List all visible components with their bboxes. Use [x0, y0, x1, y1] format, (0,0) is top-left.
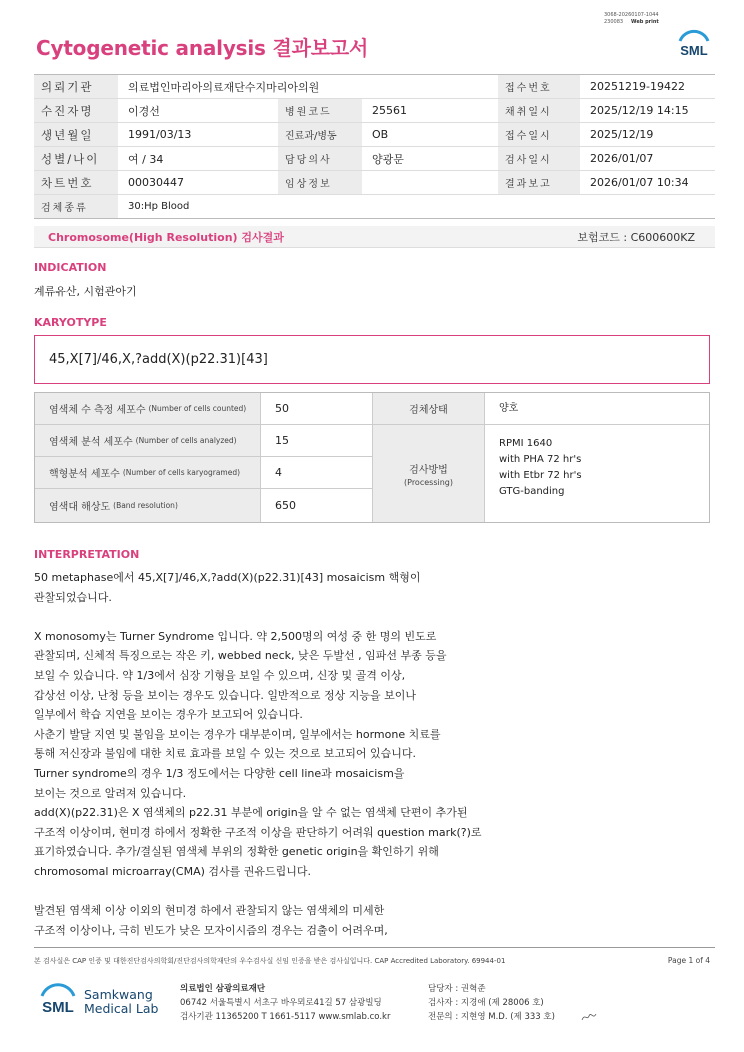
method-line: with PHA 72 hr's [499, 453, 582, 465]
method-line: GTG-banding [499, 485, 565, 497]
value-hospital-code: 25561 [372, 104, 407, 117]
interp-line: 관찰되었습니다. [34, 590, 112, 604]
cells-karyogramed-label [35, 457, 261, 488]
brand-line-1: Samkwang [84, 987, 153, 1002]
contact-line: 검사기관 11365200 T 1661-5117 www.smlab.co.kr [180, 1012, 391, 1022]
doc-code-line-2: 230083 [604, 18, 624, 25]
info-row [34, 99, 715, 123]
interp-line: chromosomal microarray(CMA) 검사를 권유드립니다. [34, 864, 312, 878]
label-patient-name: 수진자명 [34, 99, 118, 122]
interp-line: 50 metaphase에서 45,X[7]/46,X,?add(X)(p22.31)[43] mosaicism 핵형이 [34, 571, 421, 584]
cell-analysis-table [34, 392, 710, 523]
label-requesting-org: 의뢰기관 [34, 75, 118, 98]
value-department: OB [372, 128, 389, 141]
page-number: Page 1 of 4 [667, 956, 710, 965]
result-section-header [34, 226, 715, 248]
specimen-state-value [485, 393, 709, 425]
value-collection-time: 2025/12/19 14:15 [590, 104, 689, 117]
label-department: 진료과/병동 [278, 123, 362, 146]
cells-counted-value: 50 [261, 393, 373, 424]
method-line: RPMI 1640 [499, 437, 553, 449]
band-resolution-label-ko: 염색대 해상도 [49, 502, 111, 513]
patient-info-table [34, 74, 715, 219]
footer-divider [34, 947, 715, 948]
value-physician: 양광문 [372, 152, 404, 166]
interp-line: 구조적 이상이며, 현미경 하에서 정확한 구조적 이상을 판단하기 어려워 question mark(?)로 [34, 825, 482, 839]
staff-line: 담당자 : 권혁준 [428, 984, 486, 994]
interp-line: 표기하였습니다. 추가/결실된 염색체 부위의 정확한 genetic origin을 확인하기 위해 [34, 845, 439, 859]
info-row [34, 123, 715, 147]
signature-icon [581, 1012, 597, 1022]
cells-analyzed-label [35, 425, 261, 456]
method-line: with Etbr 72 hr's [499, 469, 582, 481]
interp-line: 통해 저신장과 불임에 대한 치료 효과를 보일 수 있는 것으로 보고되어 있습니다. [34, 747, 416, 761]
indication-text: 계류유산, 시험관아기 [34, 285, 137, 298]
value-test-date: 2026/01/07 [590, 152, 654, 165]
value-chart-no: 00030447 [128, 176, 184, 189]
interp-line: 갑상선 이상, 난청 등을 보이는 경우도 있습니다. 일반적으로 정상 지능을 보이나 [34, 688, 416, 702]
sml-logo-icon [36, 982, 80, 1020]
value-clinical-info [362, 171, 498, 194]
info-row [34, 147, 715, 171]
specimen-state-text: 양호 [499, 402, 519, 414]
label-chart-no: 차트번호 [34, 171, 118, 194]
staff-line: 검사자 : 지경애 (제 28006 호) [428, 998, 544, 1008]
cells-karyogramed-value: 4 [261, 457, 373, 488]
page-title: Cytogenetic analysis 결과보고서 [36, 36, 369, 60]
accreditation-note: 본 검사실은 CAP 인증 및 대한진단검사의학회/진단검사의학재단의 우수검사실 신임 인증을 받은 검사실입니다. CAP Accredited Laboratory. 69944-01 [34, 957, 506, 965]
label-sex-age: 성별/나이 [34, 147, 118, 170]
value-patient-name: 이경선 [128, 104, 160, 118]
org-address [180, 982, 390, 1024]
value-birth-date: 1991/03/13 [128, 128, 192, 141]
interp-line: X monosomy는 Turner Syndrome 입니다. 약 2,500명의 여성 중 한 명의 빈도로 [34, 629, 437, 643]
cells-row-analyzed [35, 425, 373, 457]
interpretation-body [34, 568, 504, 940]
interp-line: 관찰되며, 신체적 특징으로는 작은 키, webbed neck, 낮은 두발선 , 임파선 부종 등을 [34, 649, 447, 663]
interp-line: add(X)(p22.31)은 X 염색체의 p22.31 부분에 origin을 알 수 없는 염색체 단편이 추가된 [34, 806, 468, 820]
interp-line: Turner syndrome의 경우 1/3 정도에서는 다양한 cell line과 mosaicism을 [34, 766, 405, 780]
doc-code-line-1: 3068-20260107-1044 [604, 12, 659, 18]
document-code [604, 12, 659, 25]
interp-line: 사춘기 발달 지연 및 불임을 보이는 경우가 대부분이며, 일부에서는 hormone 치료를 [34, 727, 441, 741]
info-row [34, 171, 715, 195]
label-receipt-no: 접수번호 [498, 75, 580, 98]
cells-counted-label-en: (Number of cells counted) [148, 404, 247, 413]
processing-method-value [485, 425, 709, 522]
sml-logo-icon [674, 27, 714, 65]
processing-method-label-ko: 검사방법 [409, 464, 448, 476]
karyotype-result: 45,X[7]/46,X,?add(X)(p22.31)[43] [49, 352, 268, 367]
indication-heading: INDICATION [34, 261, 107, 274]
insurance-code: 보험코드 : C600600KZ [577, 230, 695, 244]
web-print-label: Web print [631, 18, 659, 25]
value-specimen-type: 30:Hp Blood [128, 201, 190, 212]
cells-analyzed-label-ko: 염색체 분석 세포수 [49, 437, 133, 448]
specimen-state-label: 검체상태 [373, 393, 485, 425]
cells-karyogramed-label-ko: 핵형분석 세포수 [49, 469, 120, 480]
label-hospital-code: 병원코드 [278, 99, 362, 122]
interp-line: 일부에서 학습 지연을 보이는 경우가 보고되어 있습니다. [34, 708, 303, 722]
cells-row-karyogramed [35, 457, 373, 489]
karyotype-result-box [34, 335, 710, 384]
cells-counted-label-ko: 염색체 수 측정 세포수 [49, 405, 146, 416]
label-result-report: 결과보고 [498, 171, 580, 194]
interp-line: 보일 수 있습니다. 약 1/3에서 심장 기형을 보일 수 있으며, 신장 및 골격 이상, [34, 668, 406, 682]
cells-counted-label [35, 393, 261, 424]
cells-row-band [35, 489, 373, 522]
interp-line: 발견된 염색체 이상 이외의 현미경 하에서 관찰되지 않는 염색체의 미세한 [34, 904, 385, 918]
brand-line-2: Medical Lab [84, 1001, 159, 1016]
label-physician: 담당의사 [278, 147, 362, 170]
label-birth-date: 생년월일 [34, 123, 118, 146]
logo-text: SML [680, 43, 708, 58]
band-resolution-value: 650 [261, 489, 373, 522]
cells-analyzed-label-en: (Number of cells analyzed) [135, 436, 237, 445]
interp-line: 구조적 이상이나, 극히 빈도가 낮은 모자이시즘의 경우는 검출이 어려우며, [34, 923, 388, 937]
value-requesting-org: 의료법인마리아의료재단수지마리아의원 [128, 80, 320, 94]
value-sex-age: 여 / 34 [128, 152, 164, 166]
band-resolution-label-en: (Band resolution) [113, 501, 178, 510]
brand-name [84, 988, 158, 1016]
label-clinical-info: 임상정보 [278, 171, 362, 194]
karyotype-heading: KARYOTYPE [34, 316, 107, 329]
label-receipt-date: 접수일시 [498, 123, 580, 146]
label-specimen-type: 검체종류 [34, 195, 118, 218]
value-receipt-no: 20251219-19422 [590, 80, 685, 93]
processing-method-label [373, 425, 485, 522]
label-collection-time: 채취일시 [498, 99, 580, 122]
interp-line: 보이는 것으로 알려져 있습니다. [34, 786, 187, 800]
info-row [34, 195, 715, 219]
processing-method-label-en: (Processing) [404, 477, 453, 487]
band-resolution-label [35, 489, 261, 522]
staff-list [428, 982, 555, 1024]
address-line: 06742 서울특별시 서초구 바우뫼로41길 57 삼광빌딩 [180, 998, 382, 1008]
cells-analyzed-value: 15 [261, 425, 373, 456]
info-row [34, 75, 715, 99]
label-test-date: 검사일시 [498, 147, 580, 170]
cells-karyogramed-label-en: (Number of cells karyogramed) [122, 468, 241, 477]
value-receipt-date: 2025/12/19 [590, 128, 654, 141]
cells-row-counted [35, 393, 373, 425]
value-result-report: 2026/01/07 10:34 [590, 176, 689, 189]
logo-text: SML [42, 999, 74, 1016]
org-name: 의료법인 삼광의료재단 [180, 984, 266, 994]
interpretation-heading: INTERPRETATION [34, 548, 140, 561]
staff-line: 전문의 : 지현영 M.D. (제 333 호) [428, 1012, 555, 1022]
result-section-title: Chromosome(High Resolution) 검사결과 [48, 230, 284, 244]
